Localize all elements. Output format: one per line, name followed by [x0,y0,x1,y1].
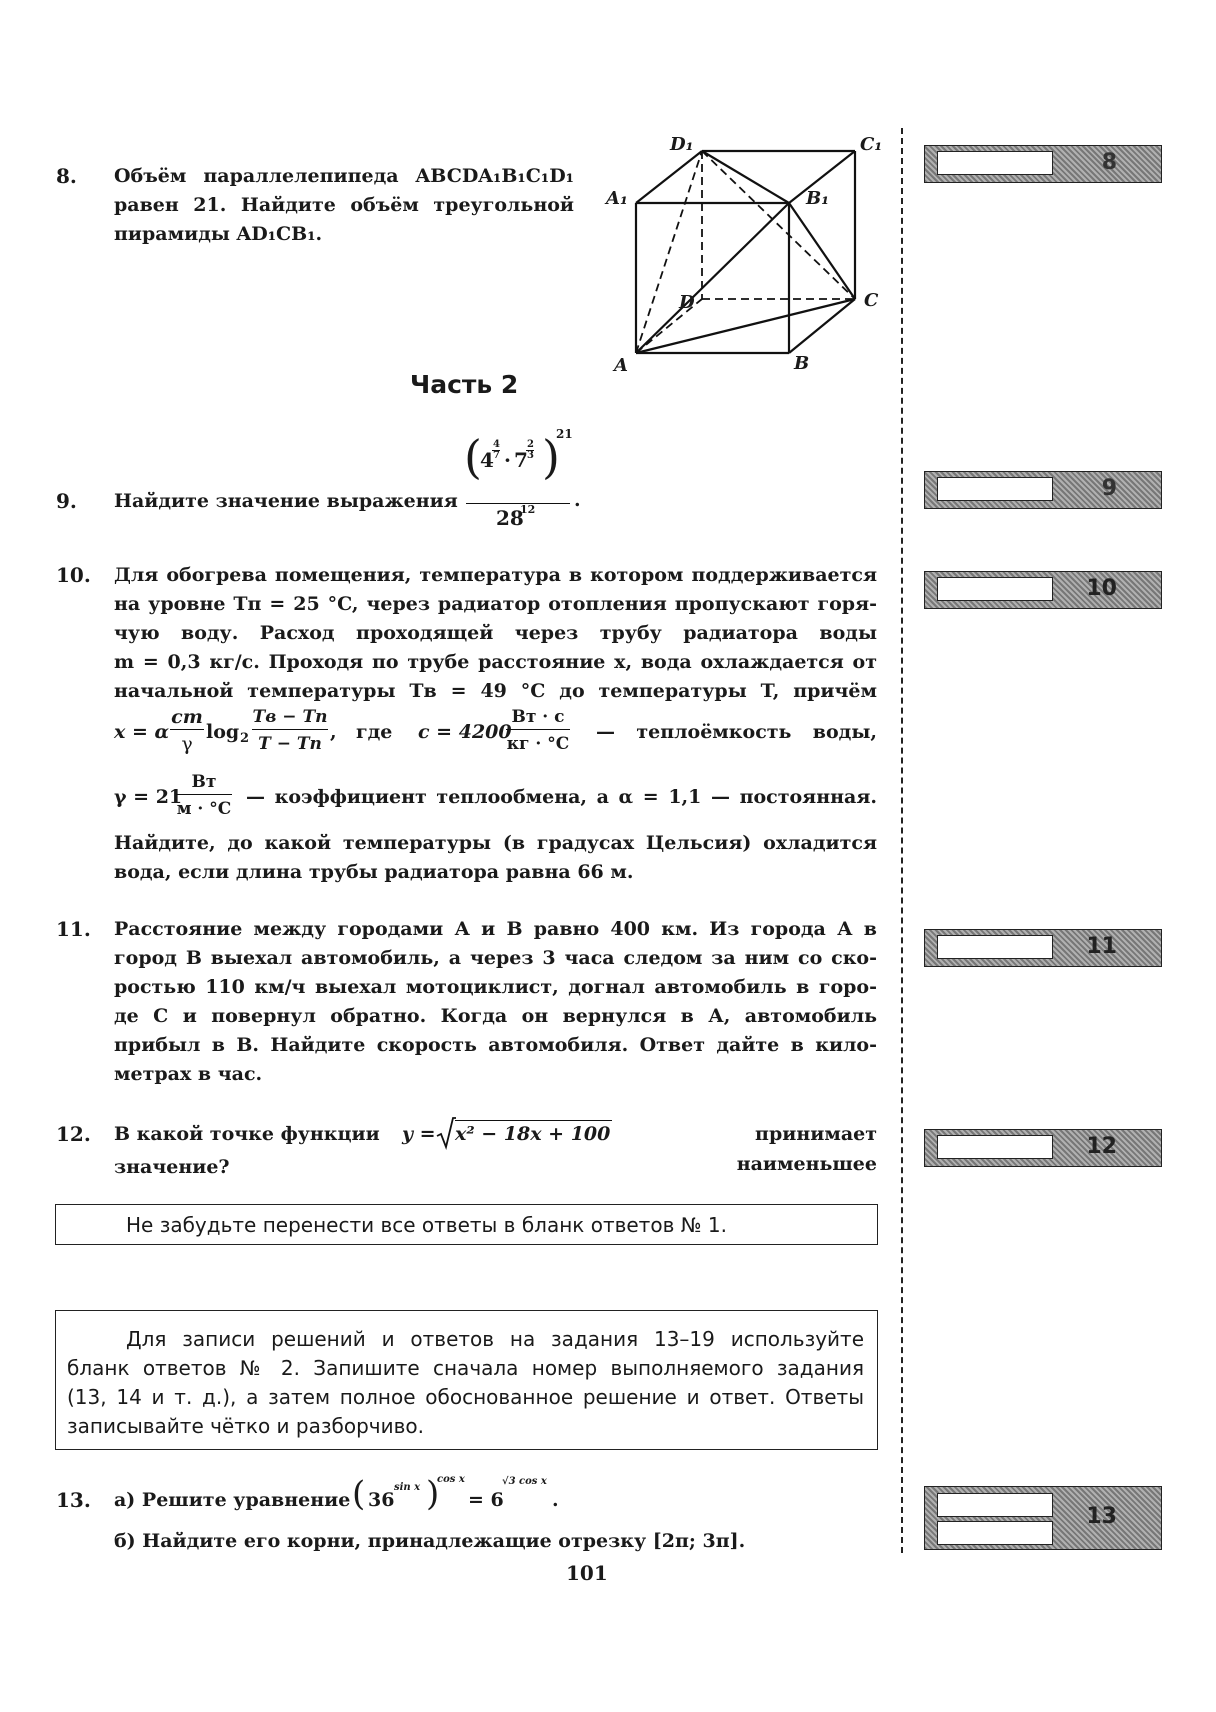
task-8-number: 8. [56,164,77,188]
task-10-number: 10. [56,563,91,587]
task-12-text-after: принимает наименьшее [736,1123,877,1175]
task-13-number: 13. [56,1488,91,1512]
task-10-line-2: на уровне Tп = 25 °C, через радиатор отопления пропускают горя- [114,593,877,615]
label-B: B [794,353,810,374]
task-11-number: 11. [56,917,91,941]
gamma-unit-den: м · °С [176,799,232,819]
task-10-line-9: вода, если длина трубы радиатора равна 66 м. [114,861,634,883]
task-11-line-6: метрах в час. [114,1063,263,1085]
multiply-dot: · [504,448,511,472]
task-9-number: 9. [56,489,77,513]
task-10-line-4: m = 0,3 кг/с. Проходя по трубе расстояние x, вода охлаждается от [114,651,877,673]
label-A1: A₁ [606,188,628,209]
base-7: 7 [514,448,528,472]
exp-cos: cos x [437,1474,465,1485]
answer-box-10-label: 10 [1086,576,1117,601]
label-A: A [614,355,628,376]
task-11-line-4: де С и повернул обратно. Когда он вернулся в А, автомобиль [114,1005,877,1027]
task-13-part-a: а) Решите уравнение [114,1489,351,1511]
answer-field-11[interactable] [937,935,1053,959]
exp-den-1: 7 [493,450,500,461]
page-number: 101 [566,1561,608,1585]
answer-field-12[interactable] [937,1135,1053,1159]
task-9-text: Найдите значение выражения [114,490,458,512]
outer-exponent: 21 [556,427,573,441]
gamma-unit-num: Вт [176,770,232,795]
log-base: 2 [240,731,250,746]
task-9-dot: . [574,489,581,511]
task-10-line-5: начальной температуры Tв = 49 °C до температуры T, причём [114,680,877,702]
label-D1: D₁ [670,134,694,155]
parallelepiped-figure [600,125,890,375]
margin-divider [901,128,903,1553]
rhs-eq: = 6 [468,1489,504,1511]
exp-sin: sin x [394,1482,421,1493]
base-36: 36 [368,1489,395,1511]
answer-field-9[interactable] [937,477,1053,501]
base-4: 4 [480,448,494,472]
label-D: D [679,292,695,313]
c-tail: — теплоёмкость воды, [596,721,877,743]
answer-box-8-label: 8 [1101,150,1117,175]
reminder-box [55,1204,878,1245]
task-12-text-before: В какой точке функции [114,1123,380,1145]
c-eq: c = 4200 [418,721,512,743]
frac2-den: T − Tп [258,734,322,754]
fraction-bar [466,503,570,504]
label-B1: B₁ [806,188,830,209]
answer-box-8 [924,145,1162,183]
c-unit-num: Вт · с [506,705,570,730]
frac1-num: cm [171,706,203,728]
answer-field-13a[interactable] [937,1493,1053,1517]
answer-field-10[interactable] [937,577,1053,601]
task-8-line-2: равен 21. Найдите объём треугольной [114,194,574,216]
task-13-equation: ( 36 sin x ) cos x = 6 √3 cos x . [352,1474,559,1514]
label-C1: C₁ [860,134,883,155]
answer-box-9 [924,471,1162,509]
frac1-den: γ [181,733,193,755]
log-word: log [206,721,240,743]
gamma-tail: — коэффициент теплообмена, а α = 1,1 — постоянная. [246,786,877,808]
word-where: где [356,721,393,743]
task-11-line-2: город В выехал автомобиль, а через 3 часа следом за ним со ско- [114,947,877,969]
gamma-eq: γ = 21 [114,786,183,808]
answer-box-9-label: 9 [1101,476,1117,501]
instructions-line-4: записывайте чётко и разборчиво. [67,1414,424,1438]
part-2-heading: Часть 2 [410,370,519,399]
task-8-line-3: пирамиды AD₁CB₁. [114,223,323,245]
formula-comma: , [330,721,337,743]
answer-box-12 [924,1129,1162,1167]
exp-num-2: 2 [527,439,534,450]
task-9-expression: ( ) 4 4 7 · 7 2 3 21 28 12 [464,427,573,530]
reminder-text: Не забудьте перенести все ответы в бланк ответов № 1. [126,1213,727,1237]
answer-field-13b[interactable] [937,1521,1053,1545]
answer-box-13 [924,1486,1162,1550]
task-11-line-1: Расстояние между городами А и В равно 400 км. Из города А в [114,918,877,940]
c-unit-den: кг · °С [506,734,570,754]
instructions-line-1: Для записи решений и ответов на задания 13–19 используйте [126,1327,864,1351]
task-8-line-1: Объём параллелепипеда ABCDA₁B₁C₁D₁ [114,165,574,187]
answer-box-12-label: 12 [1086,1134,1117,1159]
exp-rhs: √3 cos x [502,1476,547,1487]
answer-field-8[interactable] [937,151,1053,175]
exp-num-1: 4 [493,439,500,450]
task-13-part-b: б) Найдите его корни, принадлежащие отрезку [2π; 3π]. [114,1530,746,1552]
answer-box-13-label: 13 [1086,1504,1117,1529]
formula-x-alpha: x = α [114,721,170,743]
task-11-line-3: ростью 110 км/ч выехал мотоциклист, догнал автомобиль в горо- [114,976,877,998]
formula-y: y = [402,1123,436,1145]
task-10-line-3: чую воду. Расход проходящей через трубу радиатора воды [114,622,877,644]
instructions-line-2: бланк ответов № 2. Запишите сначала номер выполняемого задания [67,1356,864,1380]
label-C: C [864,290,879,311]
answer-box-11-label: 11 [1086,934,1117,959]
denominator-exp: 12 [520,503,536,516]
exp-den-2: 3 [527,450,534,461]
task-11-line-5: прибыл в В. Найдите скорость автомобиля. Ответ дайте в кило- [114,1034,877,1056]
task-12-line-2: значение? [114,1156,230,1178]
answer-box-11 [924,929,1162,967]
instructions-box [55,1310,878,1450]
task-10-line-1: Для обогрева помещения, температура в котором поддерживается [114,564,877,586]
task-10-line-8: Найдите, до какой температуры (в градусах Цельсия) охладится [114,832,877,854]
task-13-dot: . [552,1489,559,1511]
task-12-number: 12. [56,1122,91,1146]
radicand: x² − 18x + 100 [455,1120,612,1147]
instructions-line-3: (13, 14 и т. д.), а затем полное обоснованное решение и ответ. Ответы [67,1385,864,1409]
answer-box-10 [924,571,1162,609]
frac2-num: Tв − Tп [252,705,328,730]
sqrt-sign [436,1116,456,1150]
denominator-base: 28 [496,506,524,530]
